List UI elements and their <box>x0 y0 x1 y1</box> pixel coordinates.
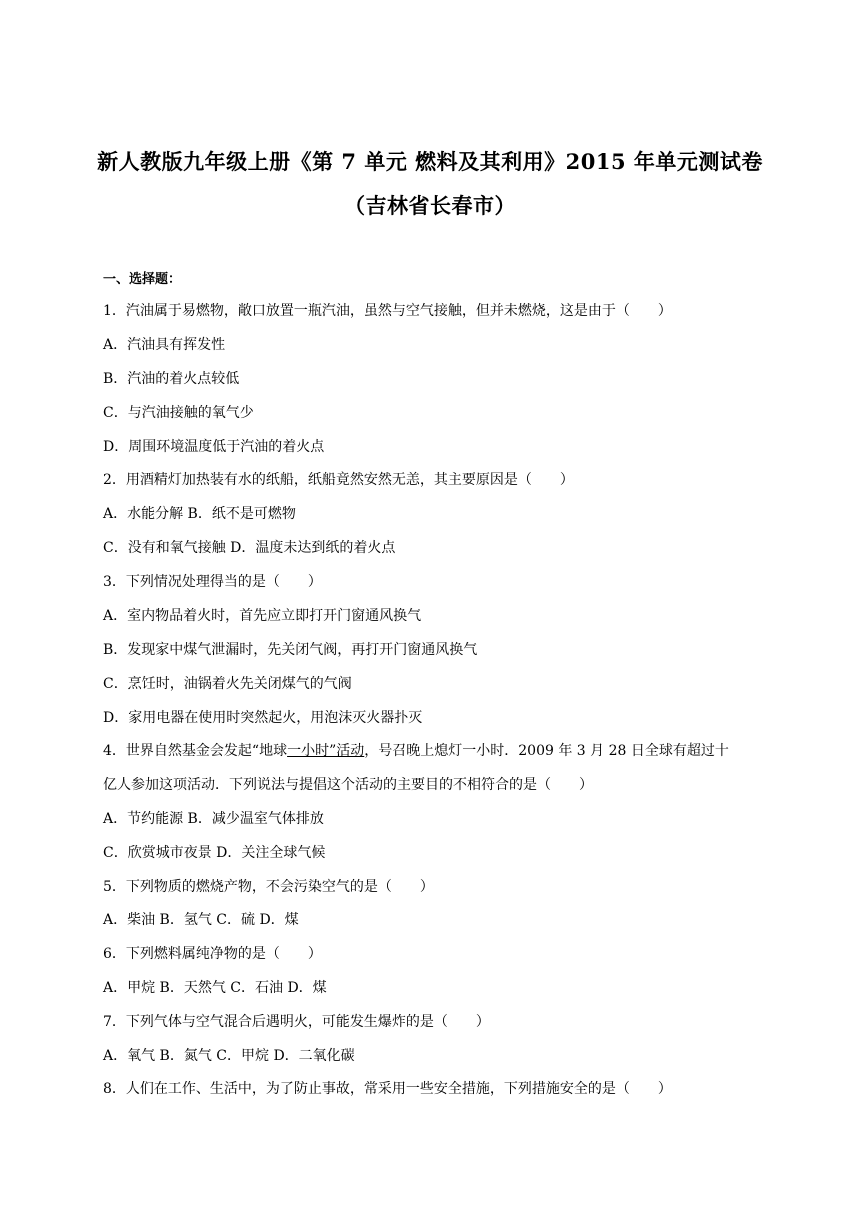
question-7-stem: 7．下列气体与空气混合后遇明火，可能发生爆炸的是（ ） <box>103 1014 490 1030</box>
question-4-stem-post: ，号召晚上熄灯一小时．2009 年 3 月 28 日全球有超过十 <box>364 743 729 759</box>
question-4-options-cd: C．欣赏城市夜景 D．关注全球气候 <box>103 845 326 861</box>
question-4-stem-pre: 4．世界自然基金会发起“地球 <box>103 743 288 759</box>
question-1-option-b: B．汽油的着火点较低 <box>103 371 240 387</box>
question-2-options-ab: A．水能分解 B．纸不是可燃物 <box>103 506 296 522</box>
question-2-options-cd: C．没有和氧气接触 D．温度未达到纸的着火点 <box>103 540 396 556</box>
question-1-option-c: C．与汽油接触的氧气少 <box>103 405 254 421</box>
question-5-stem: 5．下列物质的燃烧产物，不会污染空气的是（ ） <box>103 879 434 895</box>
question-1-stem: 1．汽油属于易燃物，敞口放置一瓶汽油，虽然与空气接触，但并未燃烧，这是由于（ ） <box>103 303 672 319</box>
question-4-options-ab: A．节约能源 B．减少温室气体排放 <box>103 811 324 827</box>
question-4-stem-line-1 <box>103 742 729 760</box>
document-title-line-2: （吉林省长春市） <box>344 193 516 218</box>
document-title-line-1: 新人教版九年级上册《第 7 单元 燃料及其利用》2015 年单元测试卷 <box>97 149 763 174</box>
question-3-option-a: A．室内物品着火时，首先应立即打开门窗通风换气 <box>103 608 422 624</box>
question-6-stem: 6．下列燃料属纯净物的是（ ） <box>103 946 322 962</box>
question-3-option-b: B．发现家中煤气泄漏时，先关闭气阀，再打开门窗通风换气 <box>103 642 478 658</box>
question-3-option-c: C．烹饪时，油锅着火先关闭煤气的气阀 <box>103 676 352 692</box>
question-1-option-d: D．周围环境温度低于汽油的着火点 <box>103 439 325 455</box>
question-1-option-a: A．汽油具有挥发性 <box>103 337 226 353</box>
question-7-options: A．氧气 B．氮气 C．甲烷 D．二氧化碳 <box>103 1048 355 1064</box>
section-heading: 一、选择题： <box>103 272 182 287</box>
question-6-options: A．甲烷 B．天然气 C．石油 D．煤 <box>103 980 327 996</box>
question-3-option-d: D．家用电器在使用时突然起火，用泡沫灭火器扑灭 <box>103 710 423 726</box>
question-5-options: A．柴油 B．氢气 C．硫 D．煤 <box>103 912 299 928</box>
question-4-stem-underlined: 一小时”活动 <box>287 743 365 759</box>
question-4-stem-line-2: 亿人参加这项活动．下列说法与提倡这个活动的主要目的不相符合的是（ ） <box>103 777 593 793</box>
question-3-stem: 3．下列情况处理得当的是（ ） <box>103 574 322 590</box>
question-2-stem: 2．用酒精灯加热装有水的纸船，纸船竟然安然无恙，其主要原因是（ ） <box>103 472 574 488</box>
question-8-stem: 8．人们在工作、生活中，为了防止事故，常采用一些安全措施，下列措施安全的是（ ） <box>103 1081 672 1097</box>
